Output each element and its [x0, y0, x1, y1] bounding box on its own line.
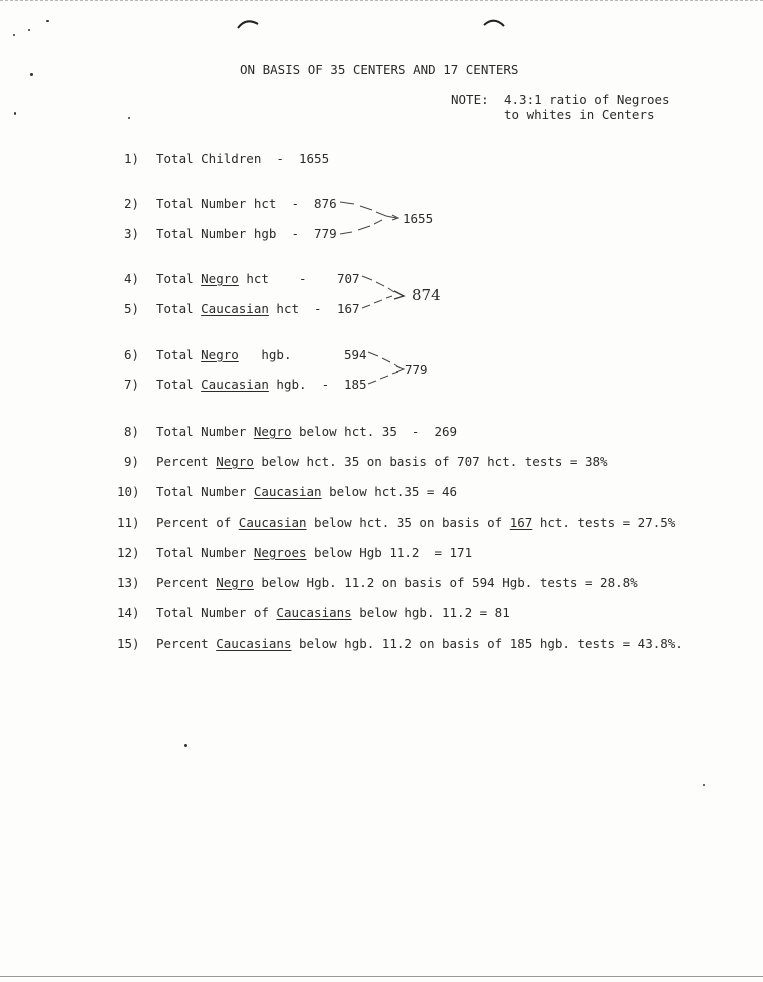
item-number: 2) [123, 196, 139, 211]
item-text: Percent Negro below Hgb. 11.2 on basis of 594 Hgb. tests = 28.8% [156, 575, 638, 590]
item-number: 9) [123, 454, 139, 469]
item-number: 11) [117, 515, 140, 530]
item-text: Total Number hct - 876 [156, 196, 337, 211]
item-text: Percent Negro below hct. 35 on basis of 707 hct. tests = 38% [156, 454, 608, 469]
item-number: 3) [123, 226, 139, 241]
sum-hgb: 779 [405, 362, 428, 377]
page-heading: ON BASIS OF 35 CENTERS AND 17 CENTERS [240, 62, 519, 77]
item-number: 5) [123, 301, 139, 316]
note-label: NOTE: [451, 92, 489, 107]
item-text: Total Number hgb - 779 [156, 226, 337, 241]
item-value: 185 [344, 377, 367, 392]
item-text: Percent Caucasians below hgb. 11.2 on basis of 185 hgb. tests = 43.8%. [156, 636, 683, 651]
bracket-arrow-hct-hgb [338, 198, 408, 238]
item-text: Total Children - 1655 [156, 151, 330, 166]
speck [184, 744, 187, 747]
speck [703, 784, 705, 786]
bracket-arrow-hct [360, 272, 410, 312]
speck [46, 20, 49, 22]
item-value: 707 [337, 271, 360, 286]
speck [30, 73, 33, 76]
note-line-2: to whites in Centers [504, 107, 655, 122]
sum-hct-hgb: 1655 [403, 211, 434, 226]
item-text: Percent of Caucasian below hct. 35 on basis of 167 hct. tests = 27.5% [156, 515, 676, 530]
punch-mark-left [236, 16, 262, 30]
item-text: Total Number Negroes below Hgb 11.2 = 171 [156, 545, 473, 560]
item-number: 10) [117, 484, 140, 499]
punch-mark-right [482, 16, 508, 30]
item-number: 1) [123, 151, 139, 166]
item-number: 12) [117, 545, 140, 560]
item-value: 594 [344, 347, 367, 362]
item-text: Total Negro hct - [156, 271, 307, 286]
item-number: 7) [123, 377, 139, 392]
item-text: Total Caucasian hct - [156, 301, 322, 316]
sum-hct: 874 [412, 286, 441, 304]
item-number: 6) [123, 347, 139, 362]
item-number: 4) [123, 271, 139, 286]
item-number: 8) [123, 424, 139, 439]
speck [128, 117, 130, 119]
item-text: Total Number of Caucasians below hgb. 11.2 = 81 [156, 605, 510, 620]
item-value: 167 [337, 301, 360, 316]
item-text: Total Negro hgb. [156, 347, 292, 362]
item-text: Total Caucasian hgb. - [156, 377, 330, 392]
speck [13, 34, 15, 36]
speck [14, 112, 16, 115]
speck [28, 29, 30, 31]
item-text: Total Number Negro below hct. 35 - 269 [156, 424, 458, 439]
item-number: 14) [117, 605, 140, 620]
item-number: 15) [117, 636, 140, 651]
item-text: Total Number Caucasian below hct.35 = 46 [156, 484, 458, 499]
item-number: 13) [117, 575, 140, 590]
note-line-1: 4.3:1 ratio of Negroes [504, 92, 670, 107]
bottom-edge-line [0, 976, 763, 977]
top-edge-line [0, 0, 763, 3]
